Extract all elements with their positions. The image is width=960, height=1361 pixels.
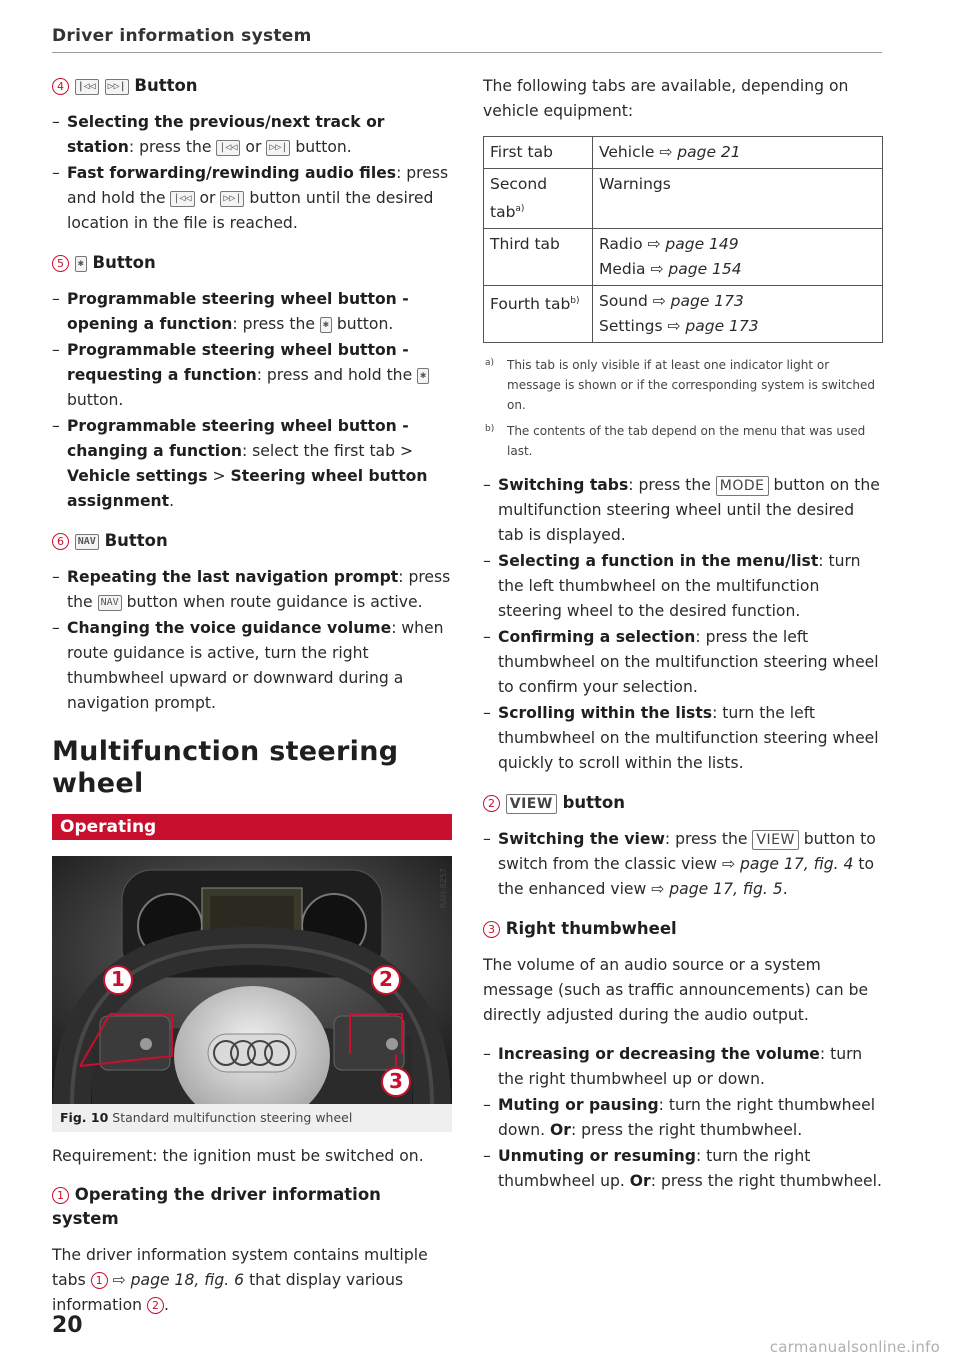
right-column (483, 74, 883, 1195)
next-track-key-icon: ▷▷| (105, 79, 129, 95)
table-row: Third tab Radio ⇨ page 149 Media ⇨ page 154 (484, 229, 883, 286)
list-item: – Selecting a function in the menu/list: turn the left thumbwheel on the multifunction steering wheel to the desired function. (483, 549, 883, 624)
section-5-heading: 5 ✱ Button (52, 251, 452, 275)
next-track-key-icon: ▷▷| (266, 140, 290, 156)
tabs-intro: The following tabs are available, depending on vehicle equipment: (483, 77, 849, 120)
callout-4-icon: 4 (52, 78, 69, 95)
list-item: – Programmable steering wheel button - requesting a function: press and hold the ✱ button. (52, 338, 452, 413)
next-track-key-icon: ▷▷| (220, 191, 244, 207)
footnote-b: b) The contents of the tab depend on the menu that was used last. (485, 424, 866, 459)
left-column (52, 74, 452, 1318)
prev-track-key-icon: |◁◁ (216, 140, 240, 156)
tabs-table (483, 136, 883, 343)
callout-2-icon: 2 (147, 1297, 164, 1314)
table-row: Second tab$^{a)}$ Warnings (484, 169, 883, 229)
requirement-text: Requirement: the ignition must be switched on. (52, 1147, 424, 1165)
header-title: Driver information system (52, 26, 312, 46)
star-key-icon: ✱ (320, 317, 332, 333)
callout-6-icon: 6 (52, 533, 69, 550)
list-item: – Changing the voice guidance volume: when route guidance is active, turn the right thumbwheel upward or downward during a navigation prompt. (52, 616, 452, 716)
section-1-body: The driver information system contains multiple tabs 1 ⇨ page 18, fig. 6 that display various information 2 . (52, 1246, 428, 1314)
list-item: – Fast forwarding/rewinding audio files: press and hold the |◁◁ or ▷▷| button until the desired location in the file is reached. (52, 161, 452, 236)
list-item: – Programmable steering wheel button - changing a function: select the first tab > Vehicle settings > Steering wheel button assignment. (52, 414, 452, 514)
callout-2-label: 2 (379, 967, 393, 991)
nav-key-icon: NAV (98, 595, 122, 611)
callout-3-label: 3 (389, 1069, 403, 1093)
table-row: Fourth tab$^{b)}$ Sound ⇨ page 173 Settings ⇨ page 173 (484, 286, 883, 343)
section-2-heading: 2 VIEW button (483, 791, 883, 815)
section-banner: Operating (52, 814, 452, 840)
view-key-icon: VIEW (752, 830, 798, 850)
prev-track-key-icon: |◁◁ (75, 79, 99, 95)
callout-1-label: 1 (111, 967, 125, 991)
list-item: – Programmable steering wheel button - opening a function: press the ✱ button. (52, 287, 452, 337)
list-item: – Muting or pausing: turn the right thumbwheel down. Or: press the right thumbwheel. (483, 1093, 883, 1143)
section-6-heading: 6 NAV Button (52, 529, 452, 553)
callout-1-icon: 1 (52, 1187, 69, 1204)
list-item: – Repeating the last navigation prompt: press the NAV button when route guidance is active. (52, 565, 452, 615)
page-number: 20 (52, 1313, 83, 1338)
callout-2-icon: 2 (483, 795, 500, 812)
star-key-icon: ✱ (75, 256, 87, 272)
list-item: – Switching tabs: press the MODE button on the multifunction steering wheel until the desired tab is displayed. (483, 473, 883, 548)
mode-key-icon: MODE (716, 476, 769, 496)
nav-key-icon: NAV (75, 534, 99, 550)
section-3-body: The volume of an audio source or a system message (such as traffic announcements) can be directly adjusted during the audio output. (483, 956, 869, 1025)
list-item: – Selecting the previous/next track or station: press the |◁◁ or ▷▷| button. (52, 110, 452, 160)
list-item: – Confirming a selection: press the left thumbwheel on the multifunction steering wheel to confirm your selection. (483, 625, 883, 700)
callout-5-icon: 5 (52, 255, 69, 272)
watermark: carmanualsonline.info (769, 1338, 940, 1356)
steering-wheel-figure (52, 856, 452, 1104)
callout-1-icon: 1 (91, 1272, 108, 1289)
list-item: – Switching the view: press the VIEW button to switch from the classic view ⇨ page 17, fig. 4 to the enhanced view ⇨ page 17, fig. 5. (483, 827, 883, 902)
figure-caption: Fig. 10 Standard multifunction steering wheel (52, 1104, 452, 1132)
star-key-icon: ✱ (417, 368, 429, 384)
prev-track-key-icon: |◁◁ (170, 191, 194, 207)
list-item: – Unmuting or resuming: turn the right thumbwheel up. Or: press the right thumbwheel. (483, 1144, 883, 1194)
list-item: – Scrolling within the lists: turn the left thumbwheel on the multifunction steering wheel quickly to scroll within the lists. (483, 701, 883, 776)
view-key-icon: VIEW (506, 794, 557, 814)
figure-code: RAH-8257 (439, 868, 448, 908)
section-1-heading: 1 Operating the driver information system (52, 1185, 381, 1228)
section-3-heading: 3 Right thumbwheel (483, 917, 883, 941)
footnote-a: a) This tab is only visible if at least one indicator light or message is shown or if the corresponding system is switched on. (485, 358, 875, 413)
page-header (52, 26, 882, 53)
chapter-title: Multifunction steering wheel (52, 736, 399, 799)
list-item: – Increasing or decreasing the volume: turn the right thumbwheel up or down. (483, 1042, 883, 1092)
table-row: First tab Vehicle ⇨ page 21 (484, 137, 883, 169)
callout-3-icon: 3 (483, 921, 500, 938)
section-4-heading: 4 |◁◁ ▷▷| Button (52, 74, 452, 98)
